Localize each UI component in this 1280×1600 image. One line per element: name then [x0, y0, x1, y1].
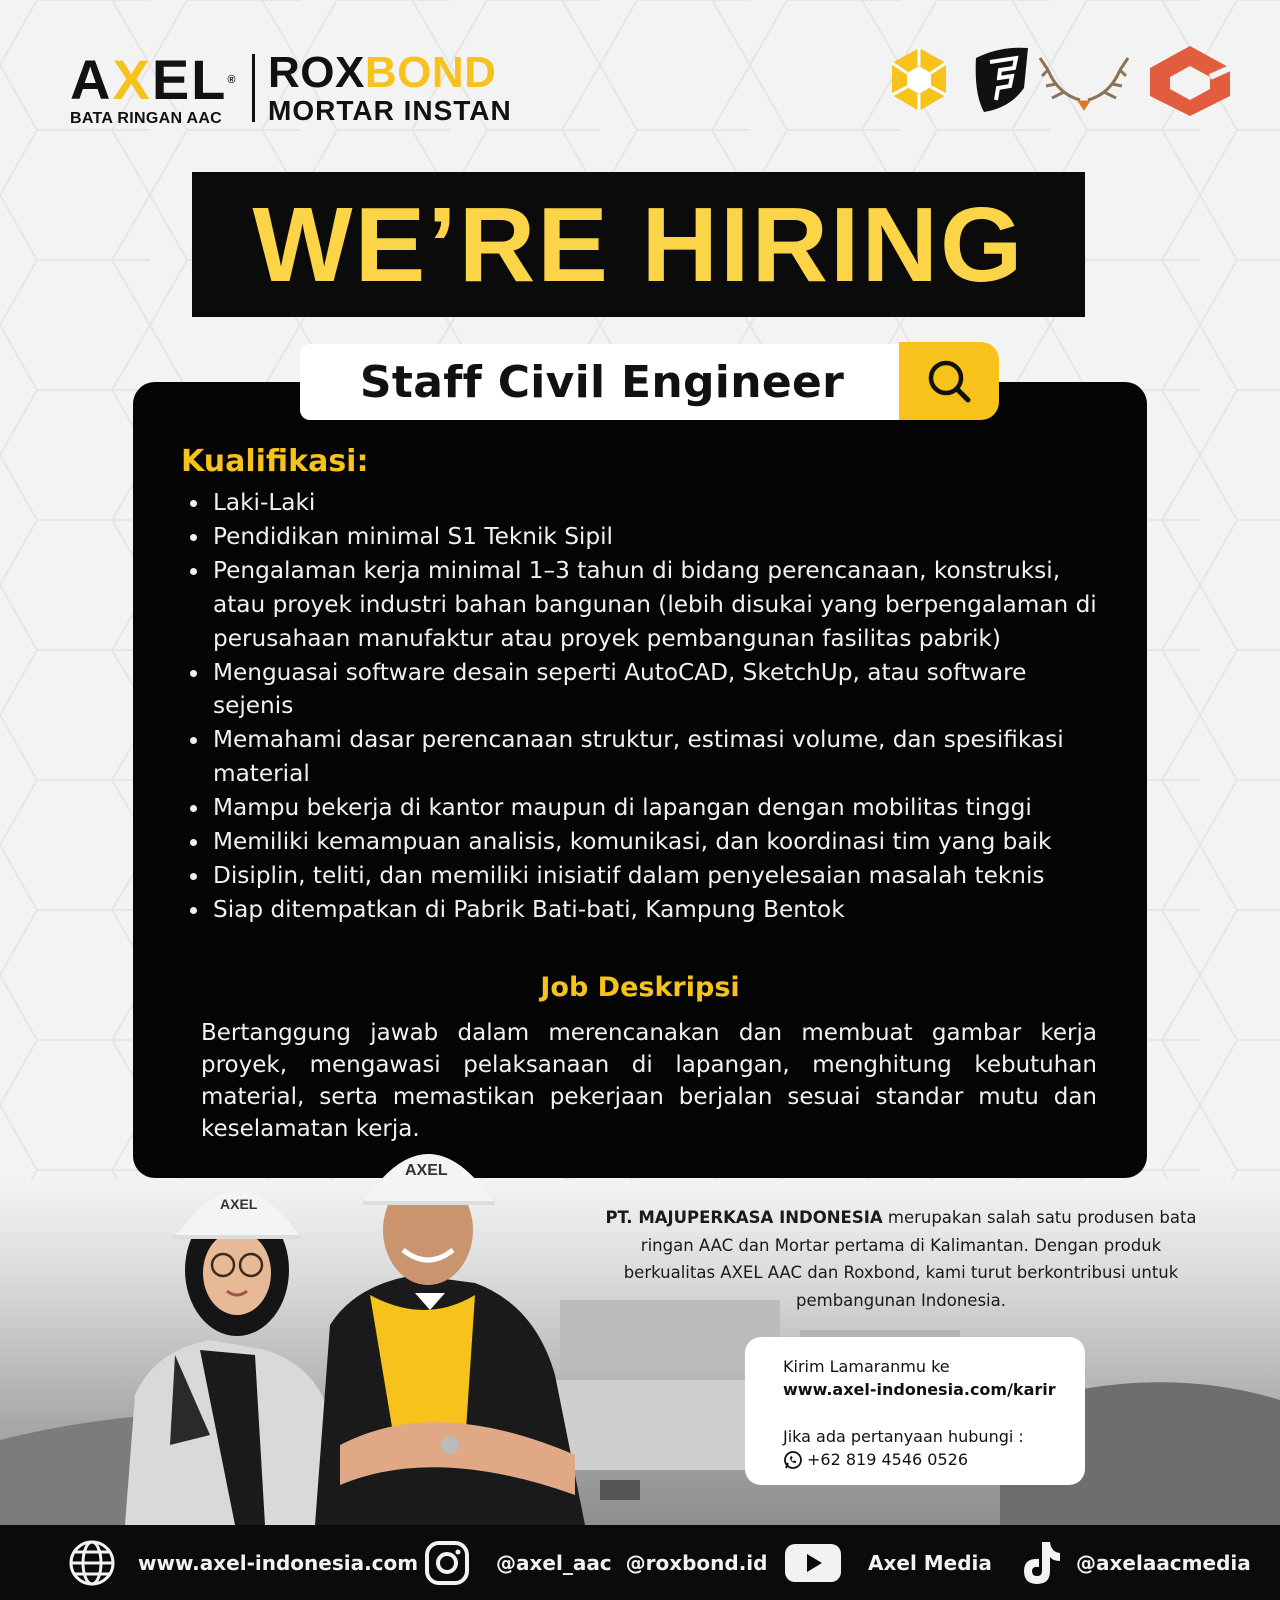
orange-cube-logo-icon	[1150, 46, 1230, 116]
youtube-icon	[784, 1543, 842, 1583]
contact-card	[745, 1337, 1085, 1485]
antler-logo-icon	[1040, 58, 1128, 108]
company-description	[595, 1204, 1207, 1314]
list-item: Memiliki kemampuan analisis, komunikasi, dan koordinasi tim yang baik	[190, 825, 1110, 859]
footer-website[interactable]	[68, 1525, 418, 1600]
male-engineer	[315, 1154, 585, 1525]
male-helmet-label: AXEL	[405, 1162, 448, 1179]
phone-number: +62 819 4546 0526	[807, 1450, 968, 1469]
shield-logo-icon	[976, 48, 1028, 112]
company-description-text: merupakan salah satu produsen bata ringan AAC dan Mortar pertama di Kalimantan. Dengan produk berkualitas AXEL AAC dan Roxbond, kami turut berkontribusi untuk pembangunan Indonesia.	[623, 1208, 1197, 1310]
registered-mark: ®	[227, 74, 238, 86]
roxbond-logo-subtitle: MORTAR INSTAN	[268, 95, 512, 126]
search-button[interactable]	[899, 342, 999, 420]
engineers-photo	[115, 1145, 605, 1525]
list-item: Siap ditempatkan di Pabrik Bati-bati, Kampung Bentok	[190, 893, 1110, 927]
list-item: Pendidikan minimal S1 Teknik Sipil	[190, 520, 1110, 554]
question-label: Jika ada pertanyaan hubungi :	[783, 1427, 1024, 1446]
roxbond-logo-bond: BOND	[364, 48, 497, 97]
apply-link[interactable]: www.axel-indonesia.com/karir	[783, 1380, 1056, 1399]
footer-youtube[interactable]	[784, 1525, 992, 1600]
position-title: Staff Civil Engineer	[359, 356, 845, 408]
footer-website-text: www.axel-indonesia.com	[138, 1550, 419, 1575]
search-icon	[925, 357, 973, 405]
list-item: Laki-Laki	[190, 486, 1110, 520]
list-item: Disiplin, teliti, dan memiliki inisiatif dalam penyelesaian masalah teknis	[190, 859, 1110, 893]
list-item: Menguasai software desain seperti AutoCAD, SketchUp, atau software sejenis	[190, 656, 1110, 724]
footer-tiktok-text: @axelaacmedia	[1076, 1550, 1251, 1575]
footer-tiktok[interactable]	[1020, 1525, 1251, 1600]
brand-icons	[888, 44, 1233, 116]
logo-divider	[252, 54, 255, 122]
footer-youtube-text: Axel Media	[868, 1550, 992, 1575]
position-title-tab	[300, 344, 904, 420]
axel-logo-x: X	[112, 48, 152, 111]
list-item: Mampu bekerja di kantor maupun di lapangan dengan mobilitas tinggi	[190, 791, 1110, 825]
qualifications-list	[190, 486, 1110, 927]
yellow-hexagon-logo-icon	[892, 48, 946, 111]
axel-logo-el: EL	[151, 48, 228, 111]
footer-instagram-text: @axel_aac @roxbond.id	[496, 1550, 768, 1575]
female-engineer	[125, 1191, 340, 1525]
axel-logo-subtitle: BATA RINGAN AAC	[70, 110, 223, 127]
hiring-title: WE’RE HIRING	[252, 185, 1025, 304]
tiktok-icon	[1020, 1540, 1062, 1586]
job-description-text: Bertanggung jawab dalam merencanakan dan membuat gambar kerja proyek, mengawasi pelaksanaan di lapangan, menghitung kebutuhan material, serta memastikan pekerjaan berjalan sesuai standar mutu dan keselamatan kerja.	[201, 1020, 1097, 1142]
whatsapp-icon	[783, 1450, 803, 1470]
axel-logo-a: A	[70, 48, 113, 111]
instagram-icon	[424, 1540, 470, 1586]
footer-bar	[0, 1525, 1280, 1600]
list-item: Pengalaman kerja minimal 1–3 tahun di bidang perencanaan, konstruksi, atau proyek industri bahan bangunan (lebih disukai yang berpengalaman di perusahaan manufaktur atau proyek pembangunan fasilitas pabrik)	[190, 554, 1110, 656]
axel-logo	[70, 48, 240, 128]
company-name: PT. MAJUPERKASA INDONESIA	[605, 1208, 883, 1227]
phone-row[interactable]	[783, 1448, 1085, 1471]
globe-icon	[68, 1539, 116, 1587]
roxbond-logo-rox: ROX	[268, 48, 365, 97]
footer-instagram[interactable]	[424, 1525, 767, 1600]
qualifications-heading: Kualifikasi:	[181, 444, 369, 479]
list-item: Memahami dasar perencanaan struktur, estimasi volume, dan spesifikasi material	[190, 723, 1110, 791]
job-description-heading: Job Deskripsi	[540, 972, 740, 1003]
hiring-banner	[192, 172, 1085, 317]
roxbond-logo	[268, 50, 512, 126]
female-helmet-label: AXEL	[220, 1196, 258, 1212]
apply-label: Kirim Lamaranmu ke	[783, 1357, 950, 1376]
